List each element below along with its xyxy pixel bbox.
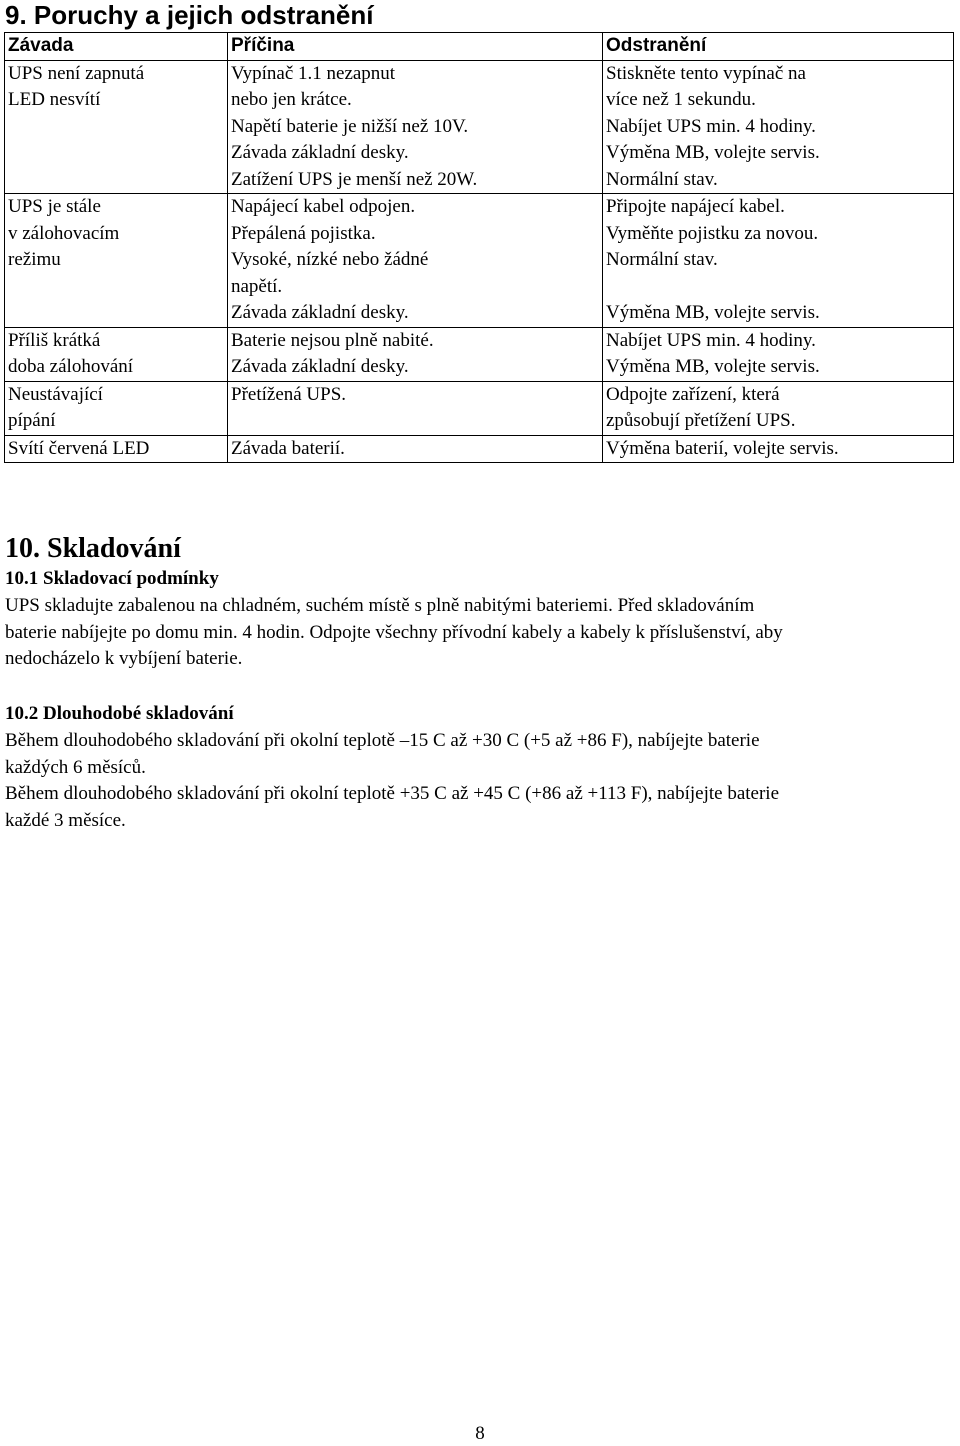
cell-cause — [228, 381, 603, 435]
cell-line: Výměna baterií, volejte servis. — [606, 437, 839, 459]
paragraph-line: UPS skladujte zabalenou na chladném, suchém místě s plně nabitými bateriemi. Před skladováním — [5, 595, 755, 616]
cell-line — [8, 274, 227, 301]
cell-line: Přepálená pojistka. — [231, 222, 376, 244]
cell-line: režimu — [8, 249, 61, 270]
cell-line: Napájecí kabel odpojen. — [231, 196, 416, 217]
cell-line — [8, 140, 227, 167]
cell-line: Odpojte zařízení, která — [606, 383, 780, 405]
paragraph-line: Během dlouhodobého skladování při okolní teplotě –15 C až +30 C (+5 až +86 F), nabíjejte baterie — [5, 730, 760, 751]
paragraph-line: Během dlouhodobého skladování při okolní teplotě +35 C až +45 C (+86 až +113 F), nabíjejte baterie — [5, 783, 780, 804]
paragraph-line: nedocházelo k vybíjení baterie. — [5, 648, 243, 669]
cell-line: Závada baterií. — [231, 437, 345, 459]
table-row — [5, 435, 954, 463]
cell-line: nebo jen krátce. — [231, 89, 352, 110]
cell-line: Výměna MB, volejte servis. — [606, 356, 820, 377]
cell-cause — [228, 435, 603, 463]
table-row — [5, 327, 954, 381]
cell-line: Normální stav. — [606, 249, 718, 270]
cell-fix — [603, 194, 954, 328]
cell-line: Nabíjet UPS min. 4 hodiny. — [606, 329, 816, 351]
page-number: 8 — [475, 1423, 485, 1444]
paragraph-line: baterie nabíjejte po domu min. 4 hodin. Odpojte všechny přívodní kabely a kabely k příslušenství, aby — [5, 621, 783, 643]
cell-line: Nabíjet UPS min. 4 hodiny. — [606, 115, 816, 137]
cell-line: Výměna MB, volejte servis. — [606, 302, 820, 323]
header-fault: Závada — [5, 33, 228, 61]
section-10-2-title: 10.2 Dlouhodobé skladování — [5, 703, 234, 724]
cell-line: pípání — [8, 410, 56, 431]
cell-line — [231, 408, 602, 435]
cell-line: Neustávající — [8, 383, 103, 405]
section-10-2-paragraph — [5, 728, 957, 834]
cell-line: doba zálohování — [8, 356, 134, 377]
cell-line: způsobují přetížení UPS. — [606, 410, 796, 431]
cell-fault — [5, 60, 228, 194]
cell-line: Normální stav. — [606, 168, 718, 190]
section-10-1-title: 10.1 Skladovací podmínky — [5, 568, 219, 589]
cell-fix — [603, 60, 954, 194]
cell-line: Vypínač 1.1 nezapnut — [231, 62, 396, 84]
cell-fault — [5, 194, 228, 328]
cell-line: Vysoké, nízké nebo žádné — [231, 249, 429, 270]
cell-fault — [5, 327, 228, 381]
cell-line: UPS je stále — [8, 196, 101, 217]
cell-cause — [228, 327, 603, 381]
cell-line: Napětí baterie je nižší než 10V. — [231, 115, 469, 137]
cell-line: Připojte napájecí kabel. — [606, 196, 785, 217]
cell-line: Zatížení UPS je menší než 20W. — [231, 168, 478, 190]
table-header-row — [5, 33, 954, 61]
table-row — [5, 381, 954, 435]
cell-line — [8, 114, 227, 141]
cell-line: Svítí červená LED — [8, 437, 150, 459]
cell-cause — [228, 60, 603, 194]
cell-line: Vyměňte pojistku za novou. — [606, 222, 819, 244]
cell-line: Závada základní desky. — [231, 356, 409, 377]
cell-line: napětí. — [231, 275, 283, 297]
cell-cause — [228, 194, 603, 328]
cell-fault — [5, 435, 228, 463]
cell-line: LED nesvítí — [8, 89, 101, 110]
header-cause: Příčina — [228, 33, 603, 61]
section-10-title: 10. Skladování — [5, 533, 181, 564]
paragraph-line: každých 6 měsíců. — [5, 756, 146, 778]
cell-line — [606, 274, 953, 301]
cell-fault — [5, 381, 228, 435]
paragraph-line: každé 3 měsíce. — [5, 809, 126, 831]
cell-line: Přetížená UPS. — [231, 383, 347, 405]
troubleshooting-table — [4, 32, 954, 463]
table-row — [5, 60, 954, 194]
cell-line — [8, 167, 227, 194]
cell-fix — [603, 435, 954, 463]
cell-line: Závada základní desky. — [231, 302, 409, 323]
cell-line: Stiskněte tento vypínač na — [606, 62, 806, 84]
cell-line: Příliš krátká — [8, 329, 101, 351]
cell-line: UPS není zapnutá — [8, 62, 145, 84]
cell-line: více než 1 sekundu. — [606, 89, 756, 110]
section-10-1-paragraph — [5, 593, 957, 673]
header-fix: Odstranění — [603, 33, 954, 61]
cell-line: v zálohovacím — [8, 222, 120, 244]
cell-line: Závada základní desky. — [231, 142, 409, 163]
cell-fix — [603, 381, 954, 435]
section-9-title: 9. Poruchy a jejich odstranění — [5, 0, 374, 30]
cell-fix — [603, 327, 954, 381]
cell-line: Výměna MB, volejte servis. — [606, 142, 820, 163]
cell-line: Baterie nejsou plně nabité. — [231, 329, 434, 351]
cell-line — [8, 300, 227, 327]
table-row — [5, 194, 954, 328]
